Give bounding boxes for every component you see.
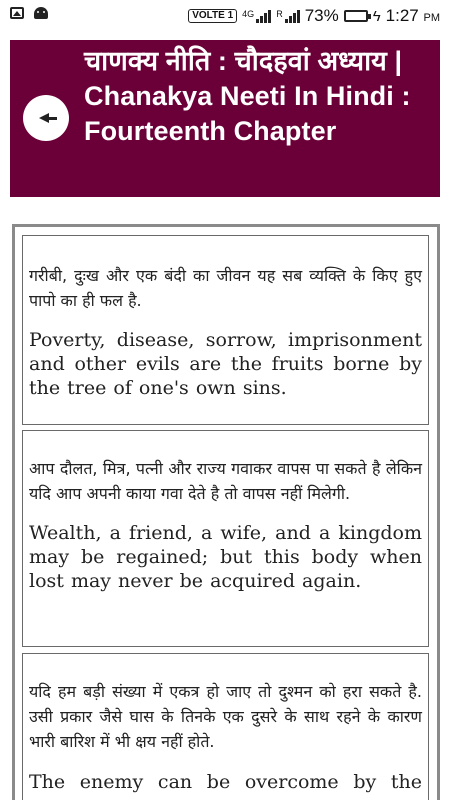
back-button[interactable] <box>23 95 69 141</box>
back-arrow-icon <box>39 113 49 123</box>
gallery-notification-icon <box>10 7 24 19</box>
battery-icon <box>344 10 368 22</box>
android-notification-icon <box>34 7 48 19</box>
volte-indicator: VOLTE 1 <box>188 9 237 23</box>
quote-english: The enemy can be overcome by the <box>29 771 422 793</box>
quote-hindi: आप दौलत, मित्र, पत्नी और राज्य गवाकर वापस पा सकते है लेकिन यदि आप अपनी काया गवा देते है तो वापस नहीं मिलेगी. <box>29 459 422 503</box>
roaming-indicator: R <box>276 9 283 19</box>
clock: 1:27 PM <box>385 6 440 25</box>
battery-percent: 73% <box>304 6 339 25</box>
status-bar <box>0 0 450 32</box>
quote-english: Wealth, a friend, a wife, and a kingdom may be regained; but this body when lost may never be acquired again. <box>29 522 422 592</box>
signal-icon-2 <box>276 9 300 23</box>
app-header <box>10 40 440 197</box>
network-type: 4G <box>242 9 255 19</box>
signal-icon <box>242 9 271 23</box>
charging-icon: ϟ <box>372 7 381 25</box>
quote-hindi: गरीबी, दुःख और एक बंदी का जीवन यह सब व्यक्ति के किए हुए पापो का ही फल है. <box>29 266 422 310</box>
quote-card <box>22 235 429 425</box>
quote-card <box>22 430 429 647</box>
content-list[interactable] <box>12 224 440 800</box>
quote-hindi: यदि हम बड़ी संख्या में एकत्र हो जाए तो दुश्मन को हरा सकते है. उसी प्रकार जैसे घास के तिनके एक दुसरे के साथ रहने के कारण भारी बारिश में भी क्षय नहीं होते. <box>29 682 422 751</box>
quote-card <box>22 653 429 800</box>
quote-english: Poverty, disease, sorrow, imprisonment and other evils are the fruits borne by the tree of one's own sins. <box>29 329 422 399</box>
page-title: चाणक्य नीति : चौदहवां अध्याय | Chanakya Neeti In Hindi : Fourteenth Chapter <box>84 46 411 146</box>
